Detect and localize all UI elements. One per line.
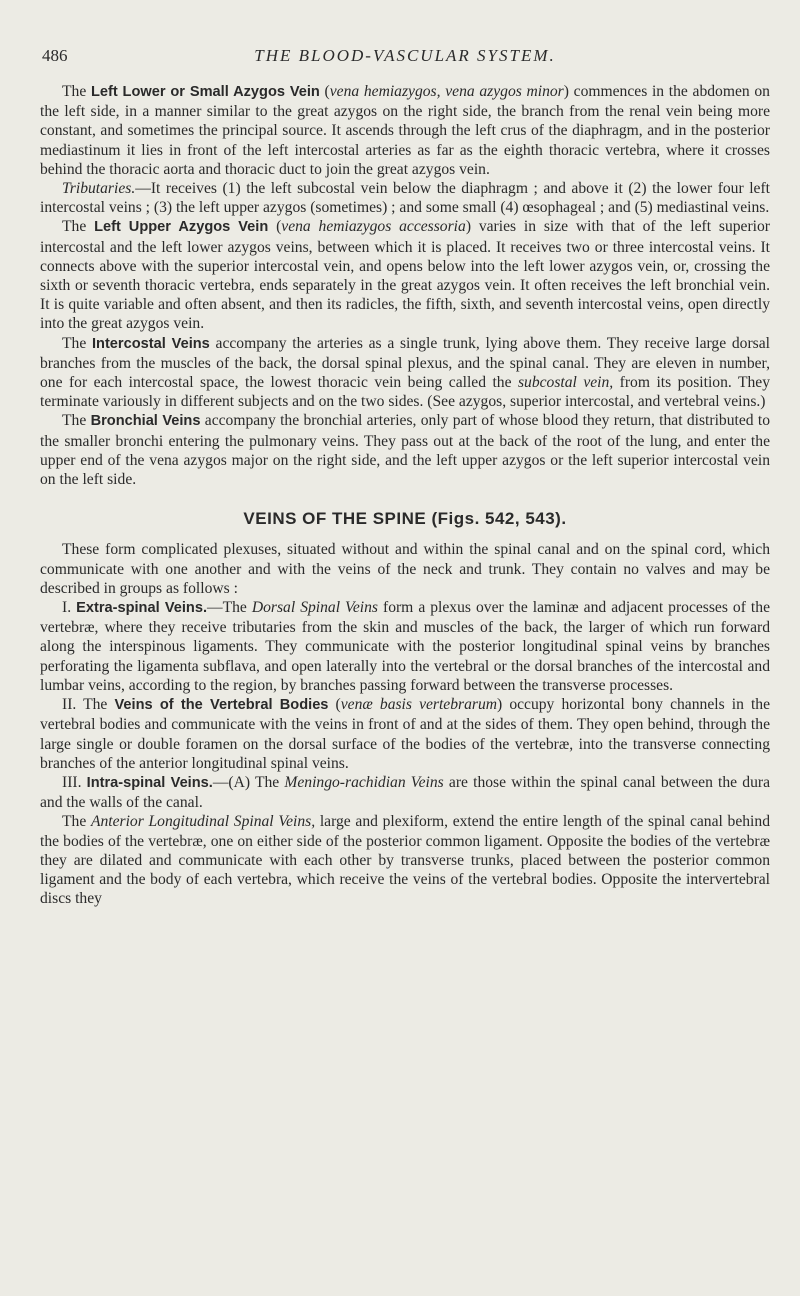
italic-term: venæ basis vertebrarum [340, 696, 498, 714]
azygos-paragraphs [40, 82, 770, 489]
italic-term: vena hemiazygos, vena azygos minor [329, 83, 564, 100]
section-heading: VEINS OF THE SPINE (Figs. 542, 543). [243, 509, 567, 529]
text-run: ( [319, 83, 330, 100]
body-text [40, 82, 770, 908]
paragraph [40, 411, 770, 489]
paragraph [40, 812, 770, 908]
text-run: accompany the bronchial arteries, only part of whose blood they return, that distributed to the smaller bronchi entering the pulmonary veins. They pass out at the back of the root of the lung, and enter the upper end of the vena azygos major on the right side, and the left upper azygos or the left superior intercostal vein on the left side. [40, 412, 770, 489]
page-header [40, 46, 770, 74]
text-run: form a plexus over the laminæ and adjacent processes of the vertebræ, where they receive tributaries from the skin and muscles of the back, the larger of which run forward along the interspinous ligaments. They communicate with the posterior longitudinal spinal veins by branches perforating the ligamenta subflava, and open laterally into the vertebral or the dorsal branches of the intercostal and lumbar veins, according to the region, by branches passing forward between the transverse processes. [40, 599, 770, 694]
text-run: III. [62, 773, 87, 791]
paragraph [40, 334, 770, 412]
text-run: The [62, 813, 91, 831]
text-run: ) varies in size with that of the left superior intercostal and the left lower azygos veins, between which it is placed. It receives two or three intercostal veins. It connects above with the superior intercostal vein, and opens below into the left lower azygos vein, or, crossing the sixth or seventh thoracic vertebra, ends separately in the great azygos vein. It often receives the left bronchial vein. It is quite variable and often absent, and then its radicles, the fifth, sixth, and seventh intercostal veins, open directly into the great azygos vein. [40, 218, 770, 333]
bold-term: Veins of the Vertebral Bodies [114, 697, 329, 714]
text-run: from its position. They terminate variously in different subjects and on the two sides. (See azygos, superior intercostal, and vertebral veins.) [40, 374, 770, 411]
spine-veins-paragraphs [40, 540, 770, 908]
text-run: accompany the arteries as a single trunk, lying above them. They receive large dorsal branches from the muscles of the back, the dorsal spinal plexus, and the spinal canal. They are eleven in number, one for each intercostal space, the lowest thoracic vein being called the [40, 334, 770, 392]
italic-term: Anterior Longitudinal Spinal Veins, [90, 813, 316, 831]
italic-term: Meningo-rachidian Veins [284, 773, 444, 791]
text-run: ) commences in the abdomen on the left side, in a manner similar to the great azygos on the right side, the branch from the renal vein being more constant, and sometimes the principal source. It ascends through the left crus of the diaphragm, and in the posterior mediastinum it lies in front of the left intercostal arteries as far as the eighth thoracic vertebra, where it crosses behind the thoracic aorta and thoracic duct to join the great azygos vein. [40, 83, 770, 178]
text-run: —The [207, 599, 252, 617]
text-run: —(A) The [212, 773, 285, 791]
bold-term: Intercostal Veins [91, 335, 210, 352]
text-run: ( [328, 696, 341, 714]
text-run: large and plexiform, extend the entire length of the spinal canal behind the bodies of the vertebræ, one on either side of the posterior common ligament. Opposite the bodies of the vertebræ they are dilated and communicate with each other by transverse trunks, placed between the posterior common ligament and the body of each vertebra, which receive the veins of the vertebral bodies. Opposite the intervertebral discs they [40, 813, 770, 908]
bold-term: Left Lower or Small Azygos Vein [90, 84, 320, 100]
italic-term: Tributaries. [62, 180, 136, 198]
paragraph [40, 179, 770, 217]
paragraph [40, 540, 770, 598]
text-run: are those within the spinal canal between the dura and the walls of the canal. [40, 773, 770, 812]
paragraph [40, 82, 770, 179]
text-run: The [62, 412, 91, 430]
italic-term: subcostal vein, [517, 374, 614, 392]
text-run: The [62, 334, 92, 352]
italic-term: Dorsal Spinal Veins [251, 599, 378, 617]
paragraph [40, 773, 770, 812]
text-run: II. The [62, 696, 115, 714]
bold-term: Intra-spinal Veins. [86, 774, 213, 791]
paragraph [40, 598, 770, 695]
italic-term: vena hemiazygos accessoria [281, 218, 466, 236]
text-run: ) occupy horizontal bony channels in the vertebral bodies and communicate with the veins in front of and at the sides of them. They open behind, through the large single or double foramen on the dorsal surface of the bodies of the vertebræ, into the transverse connecting branches of the anterior longitudinal spinal veins. [40, 696, 771, 772]
text-run: ( [268, 218, 282, 236]
text-run: The [62, 83, 91, 100]
text-run: These form complicated plexuses, situated without and within the spinal canal and on the spinal cord, which communicate with one another and with the veins of the neck and trunk. They contain no valves and may be described in groups as follows : [40, 541, 770, 597]
bold-term: Bronchial Veins [90, 413, 201, 430]
bold-term: Left Upper Azygos Vein [94, 219, 269, 236]
text-run: —It receives (1) the left subcostal vein below the diaphragm ; and above it (2) the lower four left intercostal veins ; (3) the left upper azygos (sometimes) ; and some small (4) œsophageal ; and (5) mediastinal veins. [40, 180, 770, 217]
paragraph [40, 217, 770, 333]
paragraph [40, 695, 770, 773]
bold-term: Extra-spinal Veins. [76, 600, 207, 617]
text-run: I. [62, 599, 77, 617]
page-number: 486 [42, 46, 68, 65]
running-title: THE BLOOD-VASCULAR SYSTEM. [254, 46, 556, 65]
text-run: The [62, 218, 95, 236]
